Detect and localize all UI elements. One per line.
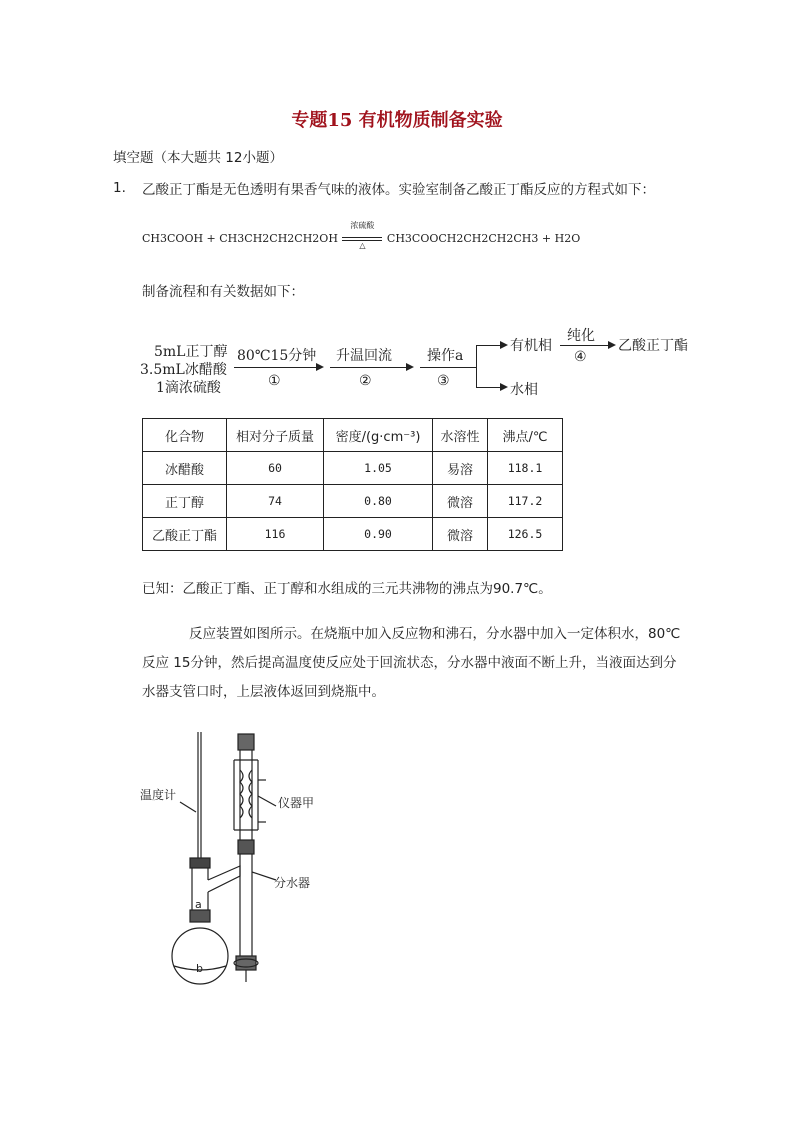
step2-number: ② (359, 373, 372, 389)
arrow-icon (500, 341, 508, 349)
table-cell: 117.2 (488, 485, 563, 518)
page-title: 专题15 有机物质制备实验 (291, 110, 503, 131)
step3-label: 操作a (427, 348, 464, 364)
arrow-icon (316, 363, 324, 371)
question-text: 乙酸正丁酯是无色透明有果香气味的液体。实验室制备乙酸正丁酯反应的方程式如下： (142, 182, 655, 198)
arrow-icon (406, 363, 414, 371)
water-separator-label: 分水器 (274, 876, 311, 890)
step4-number: ④ (574, 349, 587, 365)
step1-condition: 80℃15分钟 (237, 348, 317, 364)
equation-condition-catalyst: 浓硫酸 (350, 221, 375, 230)
preparation-flowchart (140, 325, 710, 405)
table-row (143, 518, 563, 551)
equation-condition-heat: △ (359, 241, 366, 250)
table-header: 沸点/℃ (488, 419, 563, 452)
table-header: 化合物 (143, 419, 227, 452)
organic-phase: 有机相 (510, 338, 552, 354)
reagent-sulfuric-acid: 1滴浓硫酸 (156, 380, 221, 396)
table-cell: 1.05 (324, 452, 433, 485)
instrument-a-label: 仪器甲 (278, 796, 315, 810)
table-cell: 乙酸正丁酯 (143, 518, 227, 551)
table-cell: 116 (227, 518, 324, 551)
apparatus-drawing (140, 730, 360, 990)
table-header-row (143, 419, 563, 452)
reaction-equation (142, 221, 581, 250)
reversible-arrow-icon (342, 221, 382, 250)
question-number: 1. (113, 180, 126, 196)
arrow-icon (608, 341, 616, 349)
point-b-label: b (196, 962, 203, 975)
known-note: 已知：乙酸正丁酯、正丁醇和水组成的三元共沸物的沸点为90.7℃。 (142, 581, 552, 597)
section-heading: 填空题（本大题共 12小题） (113, 150, 283, 166)
table-cell: 易溶 (433, 452, 488, 485)
flow-intro: 制备流程和有关数据如下： (142, 284, 304, 300)
table-cell: 74 (227, 485, 324, 518)
table-cell: 0.90 (324, 518, 433, 551)
final-product: 乙酸正丁酯 (618, 338, 688, 354)
equation-products: CH3COOCH2CH2CH2CH3 + H2O (386, 232, 581, 245)
table-header: 密度/(g·cm⁻³) (324, 419, 433, 452)
table-row (143, 452, 563, 485)
table-cell: 118.1 (488, 452, 563, 485)
table-row (143, 485, 563, 518)
properties-table (142, 418, 563, 551)
table-cell: 微溶 (433, 518, 488, 551)
table-header: 水溶性 (433, 419, 488, 452)
step2-label: 升温回流 (336, 348, 392, 364)
table-cell: 冰醋酸 (143, 452, 227, 485)
water-phase: 水相 (510, 382, 538, 398)
reagent-butanol: 5mL正丁醇 (154, 344, 228, 360)
table-cell: 126.5 (488, 518, 563, 551)
step3-number: ③ (437, 373, 450, 389)
table-cell: 微溶 (433, 485, 488, 518)
equation-reactants: CH3COOH + CH3CH2CH2CH2OH (142, 232, 338, 245)
table-header: 相对分子质量 (227, 419, 324, 452)
point-a-label: a (195, 898, 202, 911)
step4-label: 纯化 (567, 328, 595, 344)
procedure-paragraph: 反应装置如图所示。在烧瓶中加入反应物和沸石，分水器中加入一定体积水，80℃反应 15分钟，然后提高温度使反应处于回流状态，分水器中液面不断上升，当液面达到分水器支管口时，上层液体返回到烧瓶中。 (142, 626, 681, 700)
table-cell: 60 (227, 452, 324, 485)
thermometer-label: 温度计 (140, 788, 177, 802)
reagent-acetic-acid: 3.5mL冰醋酸 (140, 362, 227, 378)
table-cell: 0.80 (324, 485, 433, 518)
step1-number: ① (268, 373, 281, 389)
table-cell: 正丁醇 (143, 485, 227, 518)
arrow-icon (500, 383, 508, 391)
reaction-apparatus-diagram (140, 730, 360, 990)
